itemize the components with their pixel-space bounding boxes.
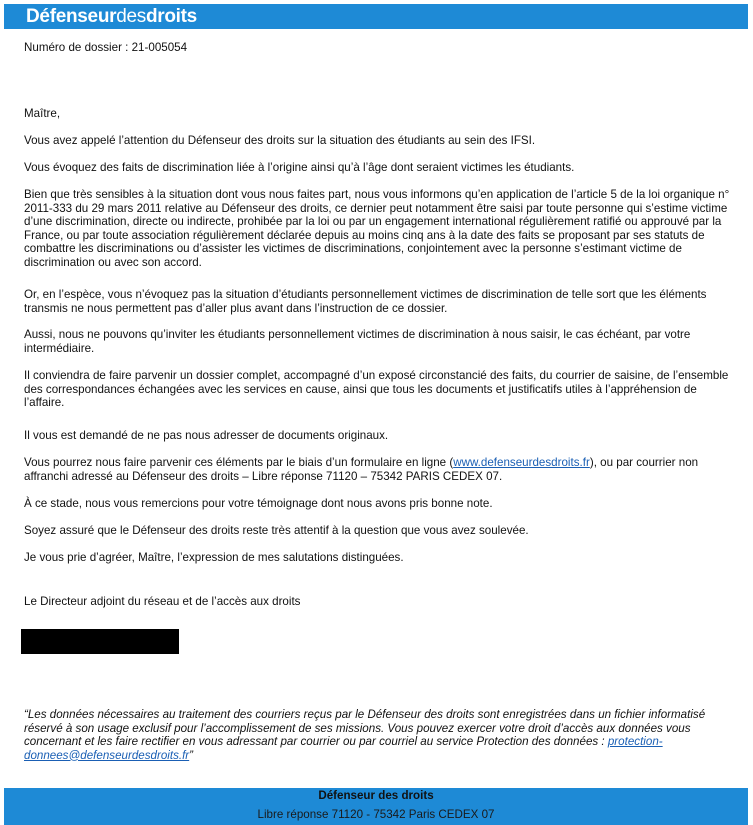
paragraph-1: Vous avez appelé l’attention du Défenseur des droits sur la situation des étudiants au sein des IFSI.: [24, 134, 536, 147]
paragraph-2: Vous évoquez des faits de discrimination liée à l’origine ainsi qu’à l’âge dont seraient victimes les étudiants.: [24, 161, 575, 174]
paragraph-6: Il conviendra de faire parvenir un dossier complet, accompagné d’un exposé circonstancié des faits, du courrier de saisine, de l’ensemble des correspondances échangées avec les services en cause, ainsi que tous les documents et justificatifs utiles à l’appréhension de l’affaire.: [24, 369, 729, 409]
paragraph-7: Il vous est demandé de ne pas nous adresser de documents originaux.: [24, 429, 389, 442]
website-link[interactable]: www.defenseurdesdroits.fr: [453, 456, 590, 469]
closing-paragraph: Je vous prie d’agréer, Maître, l’expression de mes salutations distinguées.: [24, 551, 404, 564]
footer-bar: [4, 788, 748, 825]
online-form-paragraph: Vous pourrez nous faire parvenir ces éléments par le biais d’un formulaire en ligne (www.defenseurdesdroits.fr), ou par courrier non affranchi adressé au Défenseur des droits – Libre réponse 71120 – 75342 PARIS CEDEX 07.: [24, 456, 699, 483]
dossier-number: Numéro de dossier : 21-005054: [24, 41, 188, 54]
data-protection-notice: “Les données nécessaires au traitement des courriers reçus par le Défenseur des droits sont enregistrées dans un fichier informatisé réservé à son usage exclusif pour l’accomplissement de ses missions. Vous pouvez exercer votre droit d’accès aux données vous concernant et les faire rectifier en vous adressant par courrier ou par courriel au service Protection des données : protection-donnees@defenseurdesdroits.fr”: [24, 708, 706, 762]
thanks-paragraph: À ce stade, nous vous remercions pour votre témoignage dont nous avons pris bonne note.: [24, 497, 493, 510]
footer-address: Libre réponse 71120 - 75342 Paris CEDEX 07: [257, 808, 495, 821]
assurance-paragraph: Soyez assuré que le Défenseur des droits reste très attentif à la question que vous avez soulevée.: [24, 524, 529, 537]
paragraph-5: Aussi, nous ne pouvons qu’inviter les étudiants personnellement victimes de discrimination à nous saisir, le cas échéant, par votre intermédiaire.: [24, 328, 691, 355]
protection-email-link[interactable]: protection-donnees@defenseurdesdroits.fr: [24, 735, 663, 762]
header-bar: [4, 4, 748, 29]
paragraph-3: Bien que très sensibles à la situation dont vous nous faites part, nous vous informons qu’en application de l’article 5 de la loi organique n° 2011-333 du 29 mars 2011 relative au Défenseur des droits, ce dernier peut notamment être saisi par toute personne qui s’estime victime d’une discrimination, directe ou indirecte, prohibée par la loi ou par un engagement international régulièrement ratifié ou approuvé par la France, ou par toute association régulièrement déclarée depuis au moins cinq ans à la date des faits se proposant par ses statuts de combattre les discriminations ou d’assister les victimes de discriminations, conjointement avec la personne s’estimant victime de discrimination ou avec son accord.: [24, 188, 730, 269]
footer-title: Défenseur des droits: [318, 789, 434, 802]
redacted-signature: [21, 629, 179, 654]
signatory-title: Le Directeur adjoint du réseau et de l’accès aux droits: [24, 595, 301, 608]
defenseur-logo: Défenseurdesdroits: [26, 6, 197, 27]
salutation: Maître,: [24, 107, 61, 120]
paragraph-4: Or, en l’espèce, vous n’évoquez pas la situation d’étudiants personnellement victimes de discrimination de telle sort que les éléments transmis ne nous permettent pas d’aller plus avant dans l’instruction de ce dossier.: [24, 288, 707, 315]
